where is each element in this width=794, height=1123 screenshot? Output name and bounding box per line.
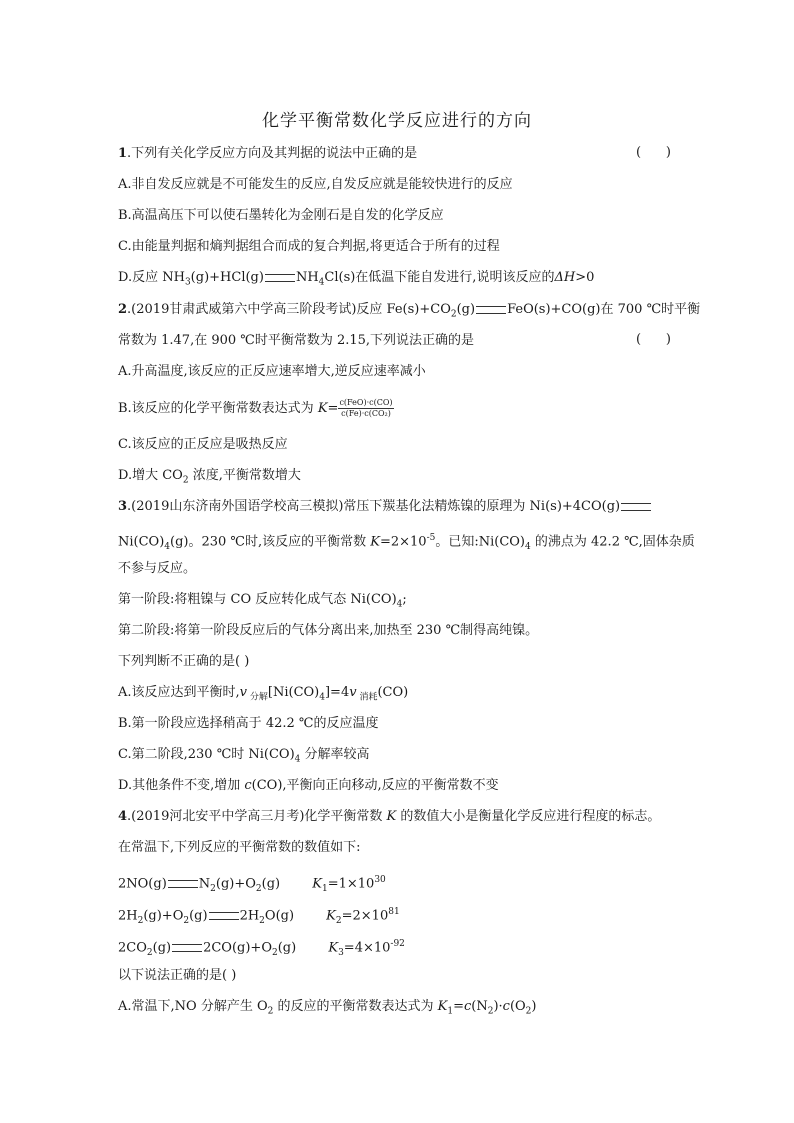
q3-option-c: C.第二阶段,230 ℃时 $Ni(CO)_4$ 分解率较高	[118, 747, 370, 765]
equilibrium-constant-fraction: $\frac{\text{c(FeO)·c(CO)}}{\text{c(Fe)·c(CO₂)}}$	[339, 398, 393, 418]
equilibrium-arrow-icon	[168, 880, 198, 888]
q4-stem-line2: 在常温下,下列反应的平衡常数的数值如下:	[118, 840, 361, 855]
q3-stem-line1: 3.(2019山东济南外国语学校高三模拟)常压下羰基化法精炼镍的原理为 Ni(s)+4CO(g)	[118, 498, 652, 516]
q3-step1: 第一阶段:将粗镍与 CO 反应转化成气态 $Ni(CO)_4$;	[118, 592, 407, 610]
q2-option-d: D.增大 $CO_2$ 浓度,平衡常数增大	[118, 468, 301, 486]
q2-option-a: A.升高温度,该反应的正反应速率增大,逆反应速率减小	[118, 364, 426, 379]
q1-option-c: C.由能量判据和熵判据组合而成的复合判据,将更适合于所有的过程	[118, 239, 500, 254]
page-title: 化学平衡常数化学反应进行的方向	[262, 111, 532, 131]
q4-number: 4	[118, 809, 128, 824]
q4-option-a: A.常温下,NO 分解产生 $O_2$ 的反应的平衡常数表达式为 $K_1=c(N_2)\cdot c(O_2)$	[118, 999, 537, 1017]
q1-answer-paren: ( )	[636, 145, 671, 160]
q2-number: 2	[118, 302, 128, 317]
q3-ask: 下列判断不正确的是( )	[118, 654, 250, 669]
equilibrium-arrow-icon	[209, 912, 239, 920]
q4-ask: 以下说法正确的是( )	[118, 968, 237, 983]
q4-reaction-3: $2CO_2(g)$ $2CO(g)+O_2(g)$ $K_3=4\times 10^{-92}$	[118, 939, 405, 958]
q1-stem: 1.下列有关化学反应方向及其判据的说法中正确的是	[118, 146, 418, 161]
q4-reaction-1: 2NO(g) $N_2(g)+O_2(g)$ $K_1=1\times 10^{30}$	[118, 875, 386, 894]
q2-option-c: C.该反应的正反应是吸热反应	[118, 437, 288, 452]
equilibrium-arrow-icon	[172, 944, 202, 952]
q3-option-d: D.其他条件不变,增加 c(CO),平衡向正向移动,反应的平衡常数不变	[118, 778, 499, 793]
q3-stem-line3: 不参与反应。	[118, 561, 197, 576]
q3-option-a: A.该反应达到平衡时,v $_{分解}[Ni(CO)_4]=4v$ $_{消耗}$(CO)	[118, 685, 409, 703]
q3-step2: 第二阶段:将第一阶段反应后的气体分离出来,加热至 230 ℃制得高纯镍。	[118, 623, 539, 638]
q3-stem-line2: $Ni(CO)_4(g)$。230 ℃时,该反应的平衡常数 $K=2\times 10^{-5}$。已知$:Ni(CO)_4$ 的沸点为 42.2 ℃,固体杂质	[118, 533, 695, 552]
q1-option-b: B.高温高压下可以使石墨转化为金刚石是自发的化学反应	[118, 208, 444, 223]
q3-option-b: B.第一阶段应选择稍高于 42.2 ℃的反应温度	[118, 716, 379, 731]
q2-option-b: B.该反应的化学平衡常数表达式为 K= $\frac{\text{c(FeO)·c(CO)}}{\text{c(Fe)·c(CO₂)}}$	[118, 398, 393, 418]
equilibrium-arrow-icon	[265, 274, 295, 282]
q1-option-d: D.反应 $NH_3(g)+HCl(g)$ $NH_4Cl(s)$在低温下能自发进行,说明该反应的ΔH>0	[118, 270, 595, 288]
q4-stem-line1: 4.(2019河北安平中学高三月考)化学平衡常数 K 的数值大小是衡量化学反应进行程度的标志。	[118, 809, 661, 824]
q2-answer-paren: ( )	[636, 332, 671, 347]
q1-option-a: A.非自发反应就是不可能发生的反应,自发反应就是能较快进行的反应	[118, 177, 513, 192]
q3-number: 3	[118, 499, 128, 514]
q2-stem-line1: 2.(2019甘肃武威第六中学高三阶段考试)反应 $Fe(s)+CO_2(g)$ FeO(s)+CO(g)在 700 ℃时平衡	[118, 302, 701, 320]
q4-reaction-2: $2H_2(g)+O_2(g)$ $2H_2O(g)$ $K_2=2\times 10^{81}$	[118, 907, 400, 926]
q2-stem-line2: 常数为 1.47,在 900 ℃时平衡常数为 2.15,下列说法正确的是	[118, 333, 475, 348]
equilibrium-arrow-icon	[621, 503, 651, 511]
equilibrium-arrow-icon	[476, 306, 506, 314]
q1-number: 1	[118, 146, 128, 161]
